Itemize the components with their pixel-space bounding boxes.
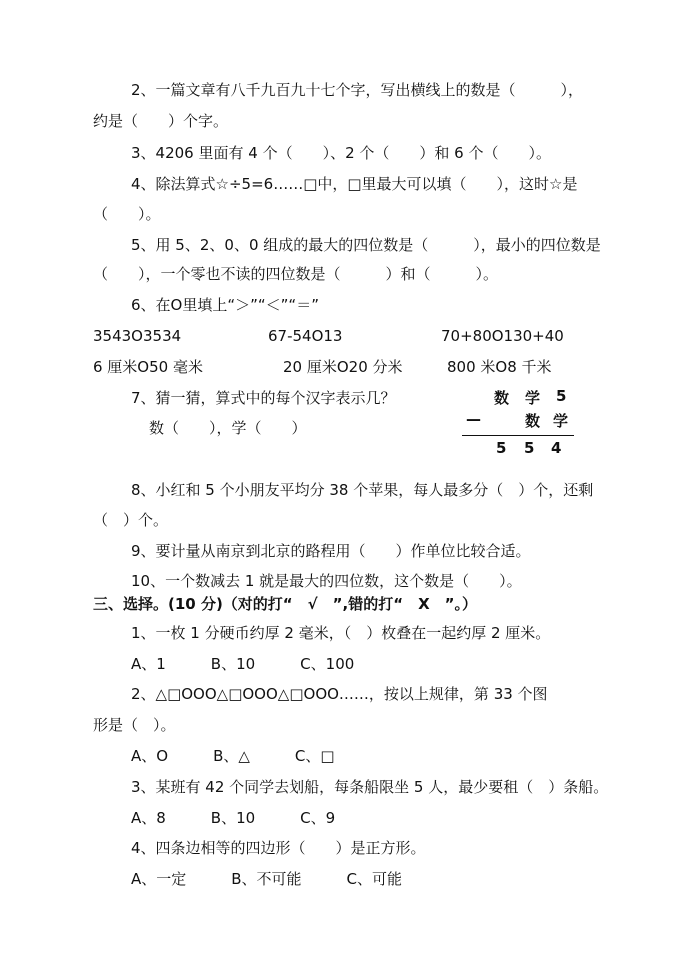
q2-line1: 2、一篇文章有八千九百九十七个字，写出横线上的数是（ ）， bbox=[131, 81, 584, 99]
q6-r1c2: 67-54O13 bbox=[268, 327, 343, 345]
vf-row2-c1: 数 bbox=[525, 412, 541, 430]
vf-minus: — bbox=[466, 410, 481, 428]
c2-options: A、O B、△ C、□ bbox=[131, 747, 335, 765]
q2-line2: 约是（ ）个字。 bbox=[93, 112, 229, 130]
c2-line1: 2、△□OOO△□OOO△□OOO……，按以上规律，第 33 个图 bbox=[131, 685, 548, 703]
vf-result-line bbox=[462, 435, 574, 436]
c3-options: A、8 B、10 C、9 bbox=[131, 809, 336, 827]
c4-options: A、一定 B、不可能 C、可能 bbox=[131, 870, 403, 888]
c1-options: A、1 B、10 C、100 bbox=[131, 655, 355, 673]
vf-row1-c2: 学 bbox=[525, 389, 541, 407]
q6-r2c3: 800 米O8 千米 bbox=[447, 358, 552, 376]
q5-line1: 5、用 5、2、0、0 组成的最大的四位数是（ ），最小的四位数是 bbox=[131, 236, 601, 254]
q4-line1: 4、除法算式☆÷5=6……□中，□里最大可以填（ ），这时☆是 bbox=[131, 175, 578, 193]
c3-line: 3、某班有 42 个同学去划船，每条船限坐 5 人，最少要租（ ）条船。 bbox=[131, 778, 609, 796]
vf-result-c1: 5 bbox=[496, 439, 507, 457]
q6-line: 6、在O里填上“＞”“＜”“＝” bbox=[131, 296, 319, 314]
q9-line: 9、要计量从南京到北京的路程用（ ）作单位比较合适。 bbox=[131, 542, 531, 560]
c1-line: 1、一枚 1 分硬币约厚 2 毫米，（ ）枚叠在一起约厚 2 厘米。 bbox=[131, 624, 551, 642]
vf-row2-c2: 学 bbox=[553, 412, 569, 430]
q4-line2: （ ）。 bbox=[93, 205, 161, 223]
q10-line: 10、一个数减去 1 就是最大的四位数，这个数是（ ）。 bbox=[131, 572, 522, 590]
q8-line1: 8、小红和 5 个小朋友平均分 38 个苹果，每人最多分（ ）个，还剩 bbox=[131, 481, 594, 499]
q7-line: 7、猜一猜，算式中的每个汉字表示几？ bbox=[131, 389, 396, 407]
q6-r2c2: 20 厘米O20 分米 bbox=[283, 358, 403, 376]
q6-r1c3: 70+80O130+40 bbox=[441, 327, 564, 345]
vf-row1-c1: 数 bbox=[494, 389, 510, 407]
c4-line: 4、四条边相等的四边形（ ）是正方形。 bbox=[131, 839, 426, 857]
vf-row1-c3: 5 bbox=[556, 387, 567, 405]
section3-heading: 三、选择。(10 分)（对的打“ √ ”,错的打“ X ”。） bbox=[93, 595, 478, 613]
q7-answer-line: 数（ ），学（ ） bbox=[149, 419, 307, 437]
q6-r1c1: 3543O3534 bbox=[93, 327, 182, 345]
q8-line2: （ ）个。 bbox=[93, 511, 169, 529]
c2-line2: 形是（ ）。 bbox=[93, 716, 176, 734]
q5-line2: （ ），一个零也不读的四位数是（ ）和（ ）。 bbox=[93, 265, 499, 283]
q6-r2c1: 6 厘米O50 毫米 bbox=[93, 358, 203, 376]
vf-result-c3: 4 bbox=[551, 439, 562, 457]
vf-result-c2: 5 bbox=[524, 439, 535, 457]
q3-line: 3、4206 里面有 4 个（ ）、2 个（ ）和 6 个（ ）。 bbox=[131, 144, 551, 162]
